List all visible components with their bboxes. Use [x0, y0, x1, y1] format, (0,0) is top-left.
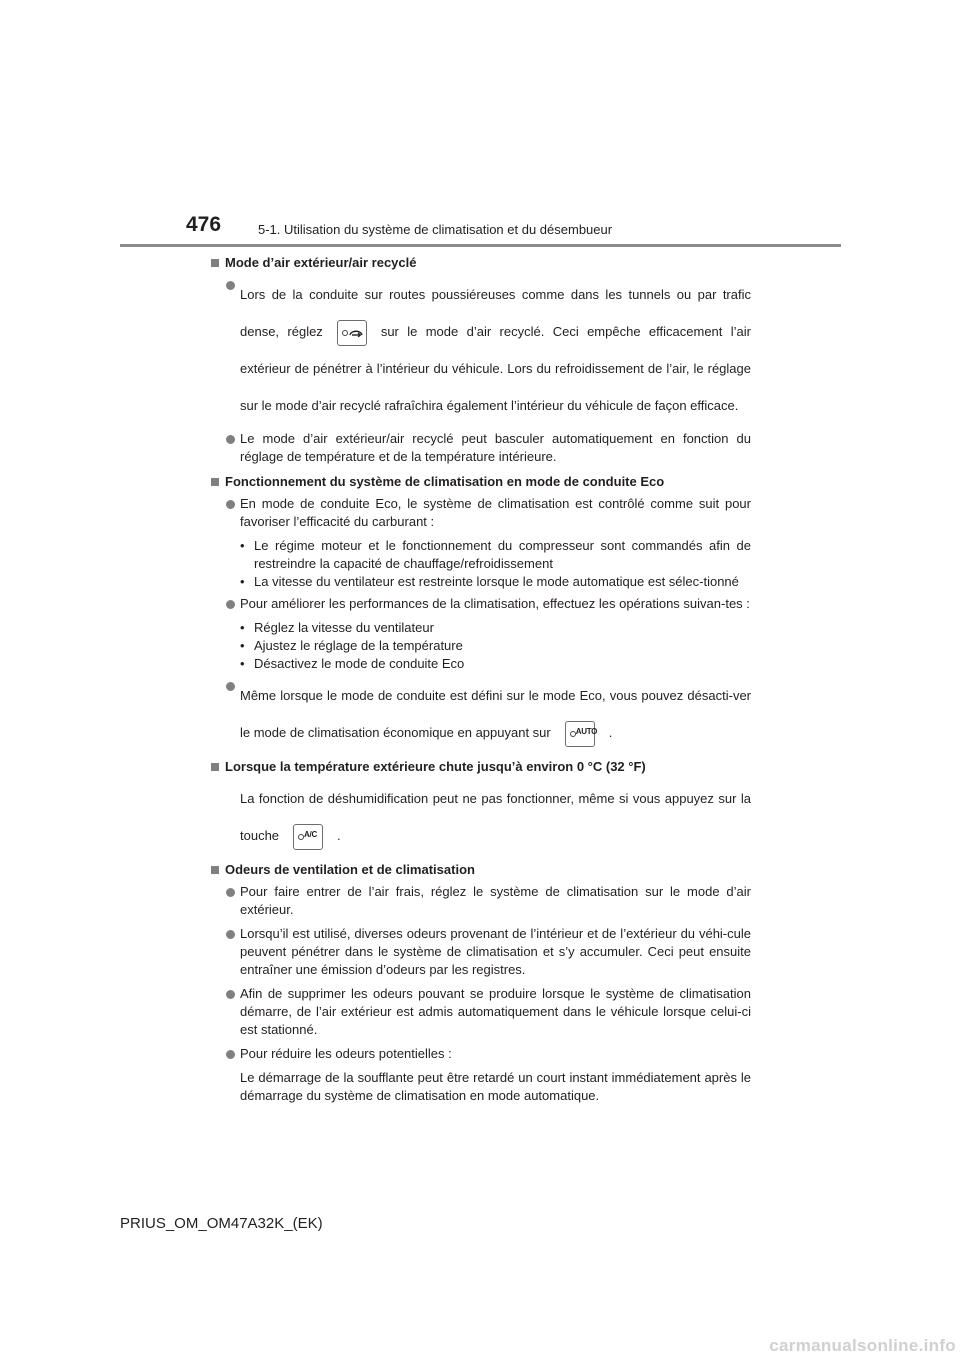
list-item: Même lorsque le mode de conduite est défini sur le mode Eco, vous pouvez désacti-ver le mode de climatisation économique en appuyant sur AUTO . — [210, 677, 751, 751]
sub-list — [240, 619, 751, 673]
sub-list-item: • Le régime moteur et le fonctionnement du compresseur sont commandés afin de restreindre la capacité de chauffage/refroidissement — [240, 537, 751, 573]
list-item: Pour améliorer les performances de la climatisation, effectuez les opérations suivan-tes : — [210, 595, 751, 613]
paragraph: Le démarrage de la soufflante peut être retardé un court instant immédiatement après le démarrage du système de climatisation en mode automatique. — [240, 1070, 751, 1103]
list-item: Pour réduire les odeurs potentielles : — [210, 1045, 751, 1063]
list-item: Afin de supprimer les odeurs pouvant se produire lorsque le système de climatisation démarre, de l’air extérieur est admis automatiquement dans le véhicule lorsque celui-ci est stationné. — [210, 985, 751, 1039]
sub-list-item: • La vitesse du ventilateur est restreinte lorsque le mode automatique est sélec-tionné — [240, 573, 751, 591]
circle-bullet-icon — [226, 1050, 235, 1059]
page-content — [210, 254, 751, 1105]
footer-document-code: PRIUS_OM_OM47A32K_(EK) — [120, 1215, 323, 1232]
indicator-led-icon — [342, 330, 348, 336]
circle-bullet-icon — [226, 930, 235, 939]
section-heading-eco-mode: Fonctionnement du système de climatisation en mode de conduite Eco — [210, 473, 751, 491]
section-heading-air-mode: Mode d’air extérieur/air recyclé — [210, 254, 751, 272]
list-item: Le mode d’air extérieur/air recyclé peut basculer automatiquement en fonction du réglage de température et de la température intérieure. — [210, 430, 751, 466]
sub-list-item: • Ajustez le réglage de la température — [240, 637, 751, 655]
circle-bullet-icon — [226, 435, 235, 444]
page-number: 476 — [186, 213, 222, 236]
list-item: Lorsqu’il est utilisé, diverses odeurs provenant de l’intérieur et de l’extérieur du véhi-cule peuvent pénétrer dans le système de climatisation et s’y accumuler. Ceci peut ensuite entraîner une émission d’odeurs par les registres. — [210, 925, 751, 979]
list-item: Lors de la conduite sur routes poussiéreuses comme dans les tunnels ou par trafic dense, réglez sur le mode d’air recyclé. Ceci empêche efficacement l’air extérieur de pénétrer à l’intérieur du véhicule. Lors du refroidissement de l’air, le réglage sur le mode d’air recyclé rafraîchira également l’intérieur du véhicule de façon efficace. — [210, 276, 751, 424]
paragraph: La fonction de déshumidification peut ne pas fonctionner, même si vous appuyez sur la touche A/C . — [210, 780, 751, 854]
sub-list-item: • Réglez la vitesse du ventilateur — [240, 619, 751, 637]
watermark: carmanualsonline.info — [769, 1336, 956, 1355]
circle-bullet-icon — [226, 990, 235, 999]
square-bullet-icon — [211, 763, 219, 771]
recirculation-arrow-icon — [349, 329, 363, 337]
circle-bullet-icon — [226, 500, 235, 509]
square-bullet-icon — [211, 259, 219, 267]
list-item: En mode de conduite Eco, le système de climatisation est contrôlé comme suit pour favoriser l’efficacité du carburant : — [210, 495, 751, 531]
recirculation-button-icon — [337, 320, 367, 346]
square-bullet-icon — [211, 866, 219, 874]
circle-bullet-icon — [226, 888, 235, 897]
ac-button-icon: A/C — [293, 824, 323, 850]
section-heading-odors: Odeurs de ventilation et de climatisation — [210, 861, 751, 879]
circle-bullet-icon — [226, 281, 235, 290]
section-heading-low-temperature: Lorsque la température extérieure chute jusqu’à environ 0 °C (32 °F) — [210, 758, 751, 776]
square-bullet-icon — [211, 478, 219, 486]
section-title: 5-1. Utilisation du système de climatisation et du désembueur — [258, 222, 613, 237]
sub-list — [240, 537, 751, 591]
auto-button-icon: AUTO — [565, 721, 595, 747]
sub-list-item: • Désactivez le mode de conduite Eco — [240, 655, 751, 673]
header-divider — [120, 244, 841, 247]
list-item: Pour faire entrer de l’air frais, réglez le système de climatisation sur le mode d’air extérieur. — [210, 883, 751, 919]
circle-bullet-icon — [226, 682, 235, 691]
circle-bullet-icon — [226, 600, 235, 609]
